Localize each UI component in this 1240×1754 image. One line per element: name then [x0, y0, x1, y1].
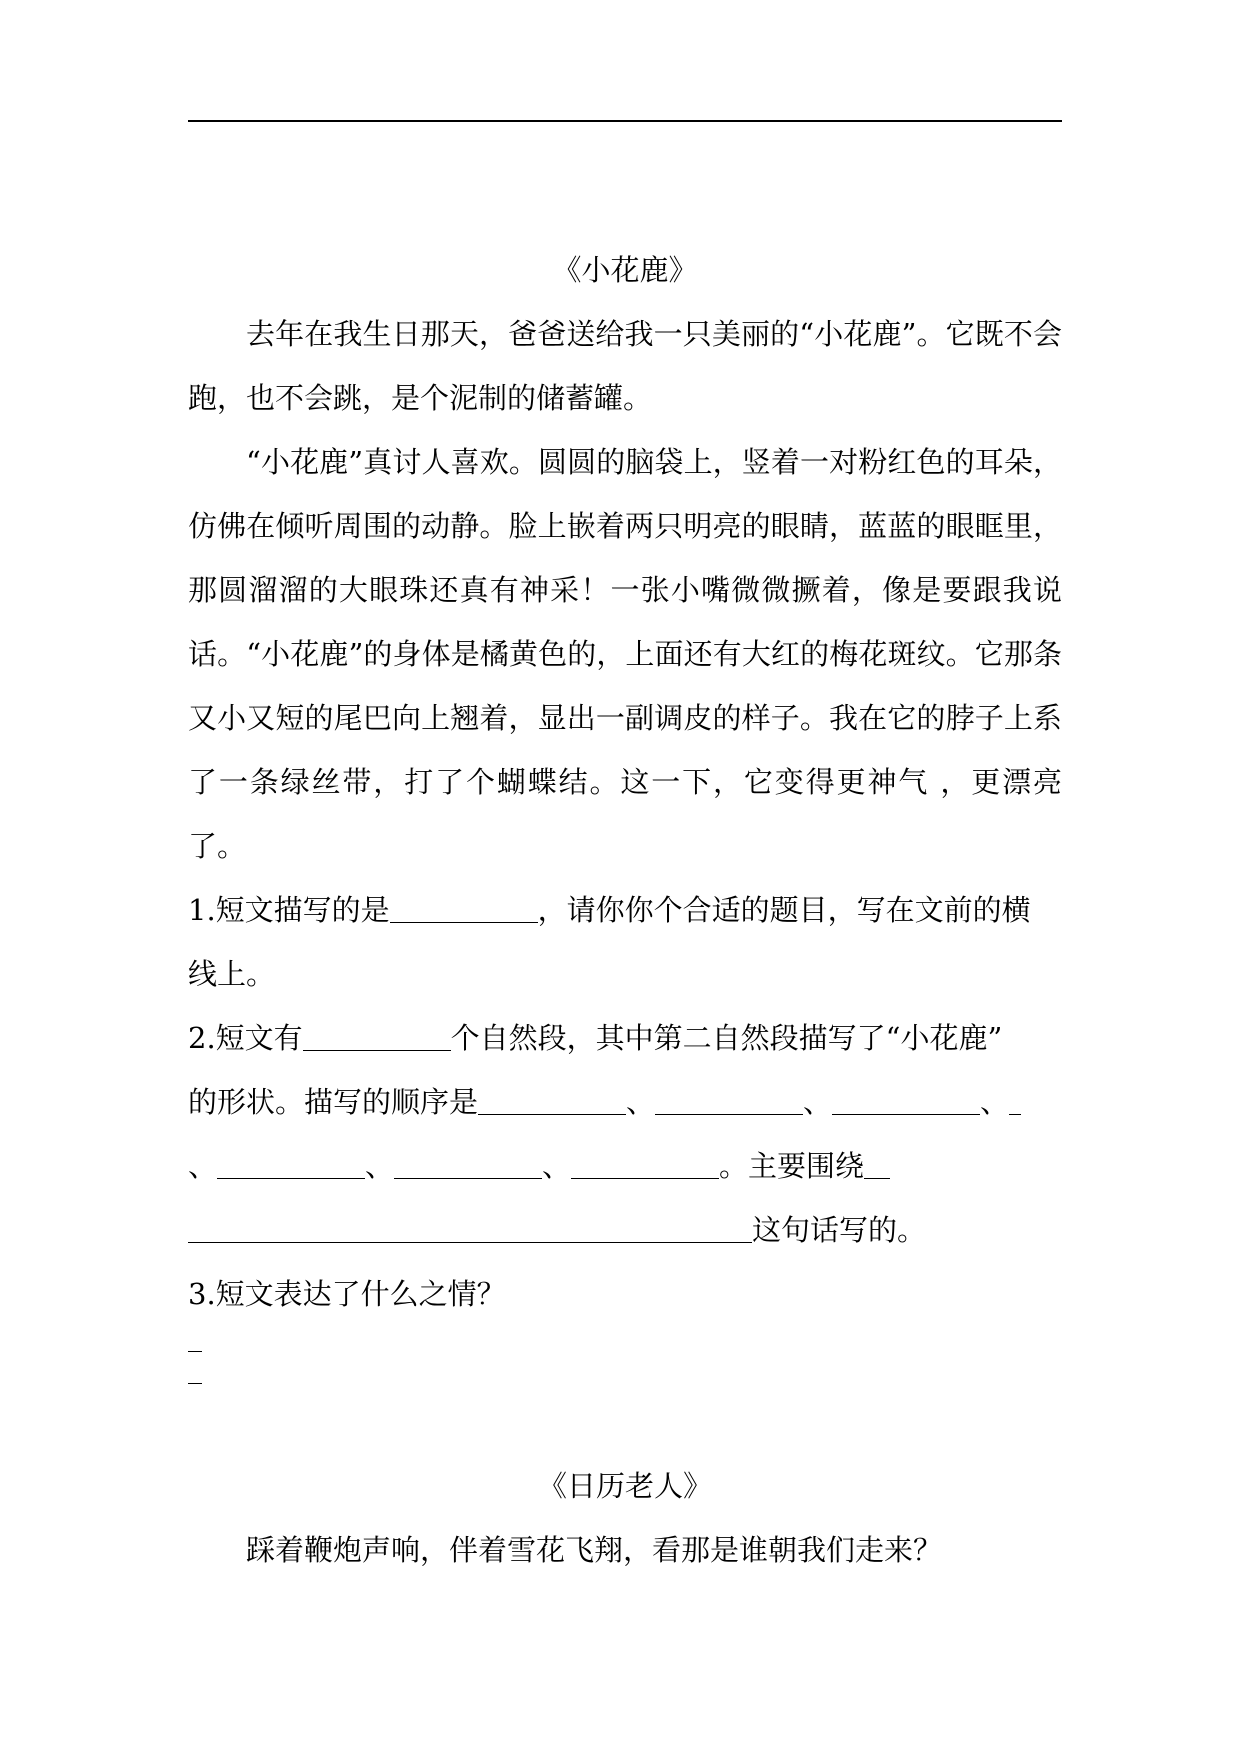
- order-blank-6[interactable]: [394, 1149, 542, 1179]
- question-2-line-2: [188, 1070, 1062, 1134]
- article1-paragraph-2: “小花鹿”真讨人喜欢。圆圆的脑袋上，竖着一对粉红色的耳朵，仿佛在倾听周围的动静。脸上嵌着两只明亮的眼睛，蓝蓝的眼眶里，那圆溜溜的大眼珠还真有神采！一张小嘴微微撅着，像是要跟我说话。“小花鹿”的身体是橘黄色的，上面还有大红的梅花斑纹。它那条又小又短的尾巴向上翘着，显出一副调皮的样子。我在它的脖子上系了一条绿丝带，打了个蝴蝶结。这一下，它变得更神气 ，更漂亮了。: [188, 445, 1062, 863]
- separator: 、: [542, 1149, 572, 1183]
- answer-line-2[interactable]: [188, 1358, 1062, 1390]
- answer-line-1[interactable]: [188, 1326, 1062, 1358]
- main-sentence-blank[interactable]: [188, 1213, 752, 1243]
- header-rule: [188, 120, 1062, 122]
- main-sentence-blank-start[interactable]: [864, 1149, 890, 1179]
- question-3: 3.短文表达了什么之情？: [188, 1277, 506, 1311]
- order-blank-1[interactable]: [478, 1085, 626, 1115]
- article1-title: 《小花鹿》: [552, 253, 698, 287]
- section-gap: [188, 1390, 1062, 1454]
- article2-title: 《日历老人》: [537, 1469, 712, 1503]
- document-body: [188, 238, 1062, 1582]
- separator: 、: [188, 1149, 218, 1183]
- q2-line3-end: 。主要围绕: [719, 1149, 865, 1183]
- answer-dash: [188, 1334, 202, 1352]
- article1-paragraph-1: 去年在我生日那天，爸爸送给我一只美丽的“小花鹿”。它既不会跑，也不会跳，是个泥制的储蓄罐。: [188, 317, 1062, 415]
- order-blank-2[interactable]: [655, 1085, 803, 1115]
- separator: 、: [626, 1085, 656, 1119]
- question-2-line-3: [188, 1134, 1062, 1198]
- question-1-line-1: [188, 878, 1062, 942]
- q2-suffix: 个自然段，其中第二自然段描写了“小花鹿”: [450, 1021, 1003, 1055]
- answer-dash: [188, 1366, 202, 1384]
- order-blank-5[interactable]: [217, 1149, 365, 1179]
- q1-suffix: ，请你你个合适的题目，写在文前的横: [537, 893, 1031, 927]
- question-2-line-1: [188, 1006, 1062, 1070]
- q1-prefix: 1.短文描写的是: [188, 893, 390, 927]
- q2-line4-suffix: 这句话写的。: [752, 1213, 927, 1247]
- separator: 、: [980, 1085, 1010, 1119]
- q1-answer-blank[interactable]: [390, 893, 538, 923]
- order-blank-3[interactable]: [832, 1085, 980, 1115]
- question-1-line-2: 线上。: [188, 957, 276, 991]
- order-blank-7[interactable]: [571, 1149, 719, 1179]
- article2-line-1: 踩着鞭炮声响，伴着雪花飞翔，看那是谁朝我们走来？: [246, 1533, 943, 1567]
- q2-prefix: 2.短文有: [188, 1021, 303, 1055]
- question-2-line-4: [188, 1198, 1062, 1262]
- q2-paragraph-count-blank[interactable]: [303, 1021, 451, 1051]
- order-blank-4[interactable]: [1009, 1085, 1021, 1115]
- separator: 、: [803, 1085, 833, 1119]
- separator: 、: [365, 1149, 395, 1183]
- q2-line2-prefix: 的形状。描写的顺序是: [188, 1085, 479, 1119]
